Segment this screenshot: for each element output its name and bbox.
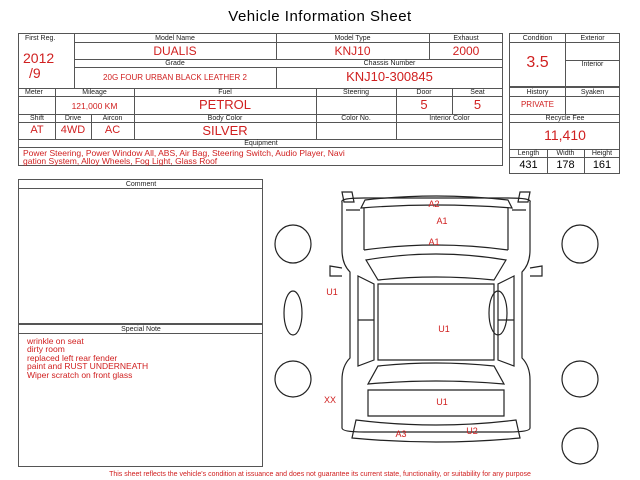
exhaust-label: Exhaust (453, 35, 479, 42)
seat-label: Seat (470, 89, 485, 96)
fuel-value: PETROL (198, 97, 251, 112)
sheet-title: Vehicle Information Sheet (228, 8, 412, 25)
door-label: Door (416, 89, 432, 96)
interior-color-label: Interior Color (429, 115, 470, 122)
equipment-line-2: gation System, Alloy Wheels, Fog Light, Glass Roof (23, 156, 218, 166)
car-damage-diagram (268, 180, 618, 470)
color-no-label: Color No. (341, 115, 371, 122)
recycle-fee-label: Recycle Fee (545, 115, 585, 122)
wheel-rear-right (562, 361, 598, 397)
mark-rear-bumper-right: U2 (466, 426, 478, 436)
special-note-item: Wiper scratch on front glass (27, 369, 133, 380)
disclaimer-footer: This sheet reflects the vehicle's condition at issuance and does not guarantee its current state, functionality, or suitability for any purpose (109, 471, 531, 478)
drive-value: 4WD (60, 124, 86, 136)
width-value: 178 (556, 159, 575, 171)
model-name-value: DUALIS (153, 44, 197, 58)
body-color-label: Body Color (207, 115, 243, 122)
spare-wheel (562, 428, 598, 464)
grade-value: 20G FOUR URBAN BLACK LEATHER 2 (103, 73, 247, 82)
model-type-label: Model Type (334, 35, 371, 42)
equipment-label: Equipment (244, 140, 278, 147)
special-note-item: paint and RUST UNDERNEATH (27, 361, 149, 372)
drive-label: Drive (64, 115, 82, 122)
special-note-item: replaced left rear fender (27, 352, 118, 363)
height-value: 161 (592, 159, 612, 171)
steering-label: Steering (342, 89, 370, 96)
mark-rear: U1 (436, 397, 448, 407)
left-side-wheel-well (284, 291, 302, 335)
special-note-item: dirty room (27, 344, 65, 355)
first-reg-label: First Reg. (25, 35, 56, 42)
mileage-label: Mileage (82, 89, 107, 96)
left-side-windows (358, 276, 374, 366)
wheel-front-right (562, 225, 598, 263)
vehicle-info-table (18, 33, 503, 166)
meter-label: Meter (25, 89, 43, 96)
comment-label: Comment (125, 181, 157, 188)
history-value: PRIVATE (520, 100, 555, 109)
mark-front-top: A2 (428, 199, 440, 209)
history-box (509, 87, 620, 174)
history-label: History (526, 89, 549, 96)
interior-label: Interior (581, 61, 604, 68)
fuel-label: Fuel (218, 89, 232, 96)
mark-rear-bumper-left: A3 (395, 429, 407, 439)
body-color-value: SILVER (202, 123, 248, 138)
equipment-line-1: Power Steering, Power Window All, ABS, Air Bag, Steering Switch, Audio Player, Navi (23, 148, 345, 158)
door-value: 5 (420, 97, 428, 112)
special-note-item: wrinkle on seat (27, 336, 84, 346)
recycle-fee-value: 11,410 (544, 127, 586, 143)
grade-label: Grade (165, 60, 185, 67)
model-name-label: Model Name (155, 35, 195, 42)
first-reg-year: 2012 (23, 50, 55, 66)
condition-value: 3.5 (526, 54, 549, 71)
left-mirror (330, 266, 342, 276)
chassis-number-value: KNJ10-300845 (346, 69, 433, 84)
chassis-number-label: Chassis Number (363, 60, 416, 67)
aircon-value: AC (104, 124, 121, 136)
mark-hood-front: A1 (436, 216, 448, 226)
length-value: 431 (519, 159, 538, 171)
wheel-rear-left (275, 361, 311, 397)
seat-value: 5 (473, 97, 482, 112)
rear-bumper (352, 420, 520, 442)
special-note-list (27, 337, 148, 379)
syaken-label: Syaken (580, 89, 605, 96)
mark-roof: U1 (438, 324, 450, 334)
condition-box (509, 33, 620, 87)
front-right-corner (518, 192, 530, 202)
exhaust-value: 2000 (452, 44, 480, 58)
mark-left-rear: XX (323, 395, 337, 405)
comment-box (18, 179, 263, 324)
mark-hood: A1 (428, 237, 440, 247)
roof (378, 284, 494, 360)
height-label: Height (591, 150, 613, 157)
special-note-box (18, 324, 263, 467)
aircon-label: Aircon (102, 115, 123, 122)
shift-value: AT (30, 124, 44, 136)
first-reg-month: /9 (29, 65, 41, 81)
rear-window (368, 363, 504, 384)
shift-label: Shift (29, 115, 44, 122)
exterior-label: Exterior (580, 35, 605, 42)
width-label: Width (556, 150, 575, 157)
length-label: Length (517, 150, 540, 157)
mileage-value: 121,000 KM (71, 101, 118, 111)
condition-label: Condition (522, 35, 553, 42)
windshield (366, 254, 506, 280)
front-left-corner (342, 192, 354, 202)
wheel-front-left (275, 225, 311, 263)
mark-left-front-door: U1 (326, 287, 338, 297)
right-mirror (530, 266, 542, 276)
model-type-value: KNJ10 (334, 44, 371, 58)
special-note-label: Special Note (121, 326, 161, 333)
